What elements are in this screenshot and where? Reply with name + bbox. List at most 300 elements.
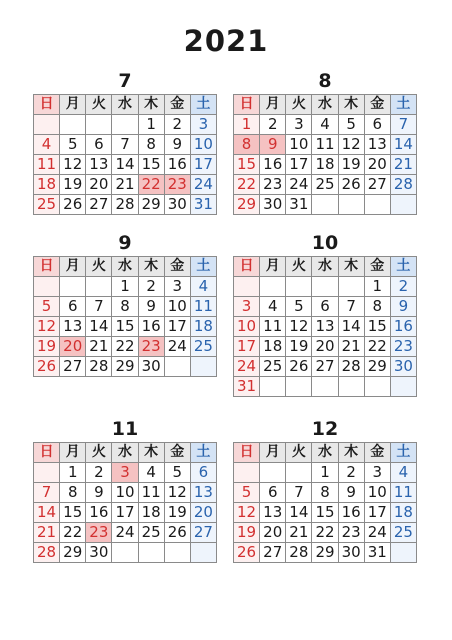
weekday-header: 日 [234, 95, 260, 115]
day-cell: 23 [260, 175, 286, 195]
day-cell: 5 [34, 297, 60, 317]
weekday-header: 月 [260, 95, 286, 115]
day-cell: 24 [190, 175, 216, 195]
day-cell: 28 [286, 543, 312, 563]
month-table [33, 256, 217, 377]
day-cell: 1 [112, 277, 138, 297]
day-cell: 20 [190, 503, 216, 523]
day-cell: 4 [34, 135, 60, 155]
day-cell: 6 [312, 297, 338, 317]
day-cell: 9 [260, 135, 286, 155]
week-row [234, 277, 417, 297]
day-cell: 21 [338, 337, 364, 357]
month-title: 7 [118, 70, 132, 92]
day-cell: 13 [60, 317, 86, 337]
day-cell: 26 [34, 357, 60, 377]
day-cell: 16 [86, 503, 112, 523]
week-row [234, 543, 417, 563]
day-cell: 27 [312, 357, 338, 377]
day-cell: 18 [390, 503, 416, 523]
day-cell: 2 [164, 115, 190, 135]
day-cell: 1 [138, 115, 164, 135]
week-row [234, 297, 417, 317]
week-row [234, 317, 417, 337]
day-cell: 1 [312, 463, 338, 483]
day-cell: 5 [286, 297, 312, 317]
day-cell: 17 [234, 337, 260, 357]
day-cell: 19 [34, 337, 60, 357]
weekday-header: 火 [86, 443, 112, 463]
day-cell: 3 [286, 115, 312, 135]
empty-cell [286, 277, 312, 297]
day-cell: 6 [86, 135, 112, 155]
day-cell: 17 [286, 155, 312, 175]
weekday-header: 水 [312, 95, 338, 115]
day-cell: 1 [60, 463, 86, 483]
week-row [234, 463, 417, 483]
day-cell: 22 [312, 523, 338, 543]
day-cell: 22 [234, 175, 260, 195]
day-cell: 22 [60, 523, 86, 543]
day-cell: 7 [390, 115, 416, 135]
weekday-header: 木 [138, 95, 164, 115]
day-cell: 5 [60, 135, 86, 155]
month-table [33, 442, 217, 563]
day-cell: 6 [190, 463, 216, 483]
weekday-header: 水 [312, 257, 338, 277]
day-cell: 18 [34, 175, 60, 195]
day-cell: 23 [390, 337, 416, 357]
day-cell: 12 [234, 503, 260, 523]
week-row [234, 135, 417, 155]
day-cell: 14 [86, 317, 112, 337]
weekday-header: 火 [286, 257, 312, 277]
empty-cell [164, 543, 190, 563]
day-cell: 28 [112, 195, 138, 215]
day-cell: 11 [260, 317, 286, 337]
weekday-header: 金 [164, 257, 190, 277]
day-cell: 29 [60, 543, 86, 563]
day-cell: 26 [164, 523, 190, 543]
week-row [34, 503, 217, 523]
day-cell: 16 [138, 317, 164, 337]
weekday-header: 月 [60, 95, 86, 115]
day-cell: 30 [86, 543, 112, 563]
day-cell: 23 [86, 523, 112, 543]
day-cell: 2 [86, 463, 112, 483]
month-calendar [33, 68, 217, 215]
day-cell: 27 [260, 543, 286, 563]
day-cell: 12 [286, 317, 312, 337]
week-row [234, 115, 417, 135]
month-title: 11 [111, 418, 139, 440]
weekday-header: 水 [112, 95, 138, 115]
weekday-header: 金 [364, 443, 390, 463]
day-cell: 3 [190, 115, 216, 135]
day-cell: 26 [60, 195, 86, 215]
day-cell: 16 [164, 155, 190, 175]
day-cell: 18 [190, 317, 216, 337]
day-cell: 3 [164, 277, 190, 297]
empty-cell [260, 463, 286, 483]
day-cell: 23 [164, 175, 190, 195]
day-cell: 7 [112, 135, 138, 155]
day-cell: 3 [112, 463, 138, 483]
day-cell: 22 [112, 337, 138, 357]
day-cell: 28 [390, 175, 416, 195]
weekday-header: 火 [286, 443, 312, 463]
day-cell: 4 [190, 277, 216, 297]
empty-cell [312, 195, 338, 215]
day-cell: 11 [390, 483, 416, 503]
empty-cell [338, 377, 364, 397]
day-cell: 30 [164, 195, 190, 215]
day-cell: 27 [86, 195, 112, 215]
day-cell: 2 [390, 277, 416, 297]
day-cell: 3 [234, 297, 260, 317]
empty-cell [234, 463, 260, 483]
day-cell: 19 [286, 337, 312, 357]
day-cell: 21 [112, 175, 138, 195]
weekday-header: 土 [390, 95, 416, 115]
week-row [34, 175, 217, 195]
empty-cell [86, 115, 112, 135]
weekday-header: 木 [138, 443, 164, 463]
empty-cell [190, 543, 216, 563]
day-cell: 14 [390, 135, 416, 155]
empty-cell [112, 115, 138, 135]
weekday-header: 金 [364, 95, 390, 115]
day-cell: 17 [364, 503, 390, 523]
day-cell: 29 [364, 357, 390, 377]
week-row [234, 377, 417, 397]
month-title: 9 [118, 232, 132, 254]
day-cell: 30 [260, 195, 286, 215]
month-calendar [233, 68, 417, 215]
weekday-header: 火 [286, 95, 312, 115]
day-cell: 24 [112, 523, 138, 543]
day-cell: 19 [234, 523, 260, 543]
week-row [234, 337, 417, 357]
day-cell: 2 [138, 277, 164, 297]
day-cell: 23 [138, 337, 164, 357]
day-cell: 14 [286, 503, 312, 523]
day-cell: 20 [312, 337, 338, 357]
week-row [34, 463, 217, 483]
day-cell: 16 [338, 503, 364, 523]
empty-cell [312, 377, 338, 397]
day-cell: 7 [34, 483, 60, 503]
weekday-header: 木 [338, 95, 364, 115]
day-cell: 15 [60, 503, 86, 523]
day-cell: 29 [138, 195, 164, 215]
day-cell: 2 [260, 115, 286, 135]
empty-cell [338, 195, 364, 215]
day-cell: 22 [138, 175, 164, 195]
day-cell: 6 [60, 297, 86, 317]
day-cell: 11 [312, 135, 338, 155]
day-cell: 25 [190, 337, 216, 357]
day-cell: 8 [364, 297, 390, 317]
weekday-header: 木 [338, 443, 364, 463]
day-cell: 12 [164, 483, 190, 503]
day-cell: 21 [390, 155, 416, 175]
empty-cell [34, 277, 60, 297]
day-cell: 25 [138, 523, 164, 543]
day-cell: 20 [260, 523, 286, 543]
month-table [233, 442, 417, 563]
weekday-header: 水 [312, 443, 338, 463]
day-cell: 5 [164, 463, 190, 483]
empty-cell [286, 463, 312, 483]
empty-cell [260, 377, 286, 397]
day-cell: 10 [164, 297, 190, 317]
week-row [34, 155, 217, 175]
day-cell: 12 [338, 135, 364, 155]
day-cell: 17 [112, 503, 138, 523]
day-cell: 29 [234, 195, 260, 215]
month-calendar [233, 416, 417, 563]
week-row [234, 195, 417, 215]
day-cell: 31 [190, 195, 216, 215]
weekday-header: 日 [234, 257, 260, 277]
day-cell: 14 [338, 317, 364, 337]
day-cell: 7 [338, 297, 364, 317]
day-cell: 7 [86, 297, 112, 317]
day-cell: 30 [338, 543, 364, 563]
day-cell: 13 [312, 317, 338, 337]
day-cell: 10 [286, 135, 312, 155]
day-cell: 15 [234, 155, 260, 175]
weekday-header: 日 [234, 443, 260, 463]
day-cell: 4 [390, 463, 416, 483]
empty-cell [60, 115, 86, 135]
day-cell: 31 [286, 195, 312, 215]
week-row [234, 523, 417, 543]
day-cell: 8 [112, 297, 138, 317]
day-cell: 1 [364, 277, 390, 297]
day-cell: 10 [190, 135, 216, 155]
day-cell: 25 [390, 523, 416, 543]
day-cell: 10 [112, 483, 138, 503]
day-cell: 26 [234, 543, 260, 563]
month-calendar [33, 230, 217, 377]
day-cell: 30 [390, 357, 416, 377]
weekday-header: 金 [364, 257, 390, 277]
weekday-header: 日 [34, 443, 60, 463]
empty-cell [364, 377, 390, 397]
empty-cell [34, 463, 60, 483]
day-cell: 19 [164, 503, 190, 523]
weekday-header: 土 [190, 95, 216, 115]
empty-cell [86, 277, 112, 297]
week-row [234, 503, 417, 523]
empty-cell [312, 277, 338, 297]
weekday-header: 月 [60, 257, 86, 277]
day-cell: 9 [164, 135, 190, 155]
week-row [34, 357, 217, 377]
day-cell: 20 [364, 155, 390, 175]
week-row [234, 175, 417, 195]
day-cell: 24 [234, 357, 260, 377]
day-cell: 8 [60, 483, 86, 503]
weekday-header: 土 [390, 443, 416, 463]
weekday-header: 金 [164, 443, 190, 463]
week-row [34, 523, 217, 543]
month-title: 10 [311, 232, 339, 254]
empty-cell [234, 277, 260, 297]
day-cell: 21 [34, 523, 60, 543]
day-cell: 5 [234, 483, 260, 503]
week-row [34, 277, 217, 297]
day-cell: 14 [112, 155, 138, 175]
day-cell: 18 [312, 155, 338, 175]
weekday-header: 水 [112, 443, 138, 463]
day-cell: 28 [34, 543, 60, 563]
empty-cell [190, 357, 216, 377]
day-cell: 17 [190, 155, 216, 175]
day-cell: 25 [312, 175, 338, 195]
day-cell: 11 [34, 155, 60, 175]
week-row [34, 297, 217, 317]
day-cell: 2 [338, 463, 364, 483]
day-cell: 6 [364, 115, 390, 135]
weekday-header: 木 [138, 257, 164, 277]
day-cell: 24 [164, 337, 190, 357]
day-cell: 27 [60, 357, 86, 377]
day-cell: 31 [364, 543, 390, 563]
day-cell: 30 [138, 357, 164, 377]
day-cell: 27 [364, 175, 390, 195]
day-cell: 23 [338, 523, 364, 543]
day-cell: 25 [260, 357, 286, 377]
weekday-header: 土 [390, 257, 416, 277]
empty-cell [260, 277, 286, 297]
day-cell: 10 [234, 317, 260, 337]
weekday-header: 日 [34, 257, 60, 277]
day-cell: 16 [390, 317, 416, 337]
day-cell: 4 [312, 115, 338, 135]
day-cell: 24 [364, 523, 390, 543]
week-row [34, 135, 217, 155]
week-row [34, 483, 217, 503]
day-cell: 17 [164, 317, 190, 337]
week-row [34, 317, 217, 337]
day-cell: 11 [138, 483, 164, 503]
week-row [234, 483, 417, 503]
day-cell: 13 [86, 155, 112, 175]
weekday-header: 土 [190, 443, 216, 463]
empty-cell [60, 277, 86, 297]
day-cell: 28 [86, 357, 112, 377]
day-cell: 15 [312, 503, 338, 523]
month-calendar [33, 416, 217, 563]
weekday-header: 水 [112, 257, 138, 277]
day-cell: 16 [260, 155, 286, 175]
month-calendar [233, 230, 417, 397]
day-cell: 21 [86, 337, 112, 357]
day-cell: 19 [338, 155, 364, 175]
month-table [233, 256, 417, 397]
week-row [34, 195, 217, 215]
day-cell: 4 [138, 463, 164, 483]
day-cell: 18 [138, 503, 164, 523]
day-cell: 24 [286, 175, 312, 195]
day-cell: 4 [260, 297, 286, 317]
weekday-header: 火 [86, 257, 112, 277]
week-row [34, 115, 217, 135]
year-title: 2021 [183, 24, 269, 58]
month-table [33, 94, 217, 215]
day-cell: 29 [312, 543, 338, 563]
day-cell: 15 [364, 317, 390, 337]
empty-cell [338, 277, 364, 297]
day-cell: 20 [86, 175, 112, 195]
day-cell: 15 [112, 317, 138, 337]
day-cell: 8 [138, 135, 164, 155]
week-row [34, 337, 217, 357]
week-row [234, 155, 417, 175]
empty-cell [164, 357, 190, 377]
day-cell: 6 [260, 483, 286, 503]
weekday-header: 月 [260, 443, 286, 463]
day-cell: 18 [260, 337, 286, 357]
day-cell: 9 [390, 297, 416, 317]
weekday-header: 火 [86, 95, 112, 115]
week-row [234, 357, 417, 377]
day-cell: 13 [260, 503, 286, 523]
day-cell: 26 [338, 175, 364, 195]
month-title: 8 [318, 70, 332, 92]
empty-cell [390, 377, 416, 397]
week-row [34, 543, 217, 563]
empty-cell [34, 115, 60, 135]
day-cell: 3 [364, 463, 390, 483]
day-cell: 20 [60, 337, 86, 357]
weekday-header: 土 [190, 257, 216, 277]
day-cell: 9 [86, 483, 112, 503]
day-cell: 26 [286, 357, 312, 377]
day-cell: 13 [190, 483, 216, 503]
day-cell: 9 [338, 483, 364, 503]
day-cell: 7 [286, 483, 312, 503]
weekday-header: 日 [34, 95, 60, 115]
day-cell: 25 [34, 195, 60, 215]
day-cell: 27 [190, 523, 216, 543]
day-cell: 22 [364, 337, 390, 357]
day-cell: 14 [34, 503, 60, 523]
month-table [233, 94, 417, 215]
day-cell: 12 [60, 155, 86, 175]
day-cell: 12 [34, 317, 60, 337]
weekday-header: 金 [164, 95, 190, 115]
day-cell: 29 [112, 357, 138, 377]
day-cell: 21 [286, 523, 312, 543]
day-cell: 8 [234, 135, 260, 155]
month-title: 12 [311, 418, 339, 440]
weekday-header: 木 [338, 257, 364, 277]
empty-cell [390, 195, 416, 215]
day-cell: 10 [364, 483, 390, 503]
empty-cell [364, 195, 390, 215]
empty-cell [112, 543, 138, 563]
day-cell: 28 [338, 357, 364, 377]
day-cell: 11 [190, 297, 216, 317]
day-cell: 8 [312, 483, 338, 503]
day-cell: 9 [138, 297, 164, 317]
day-cell: 13 [364, 135, 390, 155]
day-cell: 1 [234, 115, 260, 135]
